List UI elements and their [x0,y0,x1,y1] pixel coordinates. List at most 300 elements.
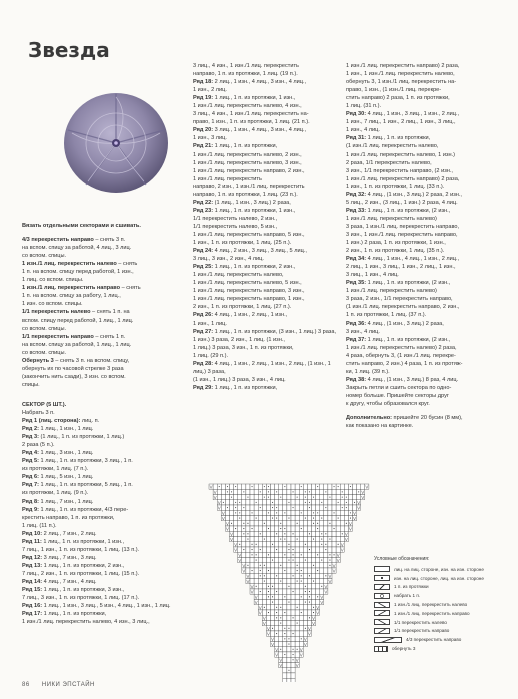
instruction-rest: 1 лиц., 1 п. из протяжки, 1 изн., [213,95,296,102]
chart-cell [279,531,283,536]
intro-column [22,222,172,626]
chart-cell [336,510,340,515]
chart-cell [307,515,311,520]
chart-cell [291,521,295,526]
chart-cell [283,547,287,552]
chart-dot [288,586,289,587]
instruction-text: Ряд 3: [22,434,39,441]
chart-dot [264,486,265,487]
instruction-rest: 1 лиц., 7 изн., 1 лиц. [39,498,94,505]
instruction-line [346,344,502,352]
instruction-line [193,336,343,344]
instruction-text: Ряд 37: [346,336,367,343]
chart-cell [250,494,254,499]
chart-dot [272,507,273,508]
instruction-text: Ряд 15: [22,587,43,594]
instruction-rest: 3 лиц., 1 изн., 4 лиц., 3 изн., 4 лиц., [213,127,307,134]
chart-cell [238,536,242,541]
instruction-line [193,352,343,360]
instruction-line [22,325,172,333]
chart-dot [301,638,302,639]
instruction-line [193,159,343,167]
author-name: НИКИ ЭПСТАЙН [41,682,95,688]
chart-cell [225,494,229,499]
chart-cell [234,521,238,526]
instruction-text: 1 лиц.) 3 раза, 3 изн., 1 п. из протяжки, [193,344,294,351]
chart-cell [287,610,291,615]
chart-dot [247,565,248,566]
chart-dot [276,518,277,519]
instruction-rest: – снять 3 п. на вспом. спицу, [53,357,130,364]
instruction-text: как показано на картинке. [346,423,414,430]
instruction-rest: 1 лиц., 1 п. из протяжки, 1 изн., [41,538,125,545]
chart-cell [299,494,303,499]
chart-cell [279,484,283,489]
chart-cell [242,500,246,505]
chart-cell [266,536,270,541]
instruction-rest: – снять 1 п. [93,333,126,340]
chart-dot [272,518,273,519]
chart-cell [328,505,332,510]
chart-dot [264,523,265,524]
chart-cell [271,547,275,552]
instruction-text: номер больше. Пришейте секторы друг [346,392,449,399]
chart-cell [299,500,303,505]
instruction-line [346,223,502,231]
chart-dot [293,533,294,534]
legend-item [374,565,514,574]
instruction-line [346,376,502,384]
chart-cell [283,678,287,682]
chart-dot [276,533,277,534]
instruction-text: 1/1 перекрестить направо [22,333,94,340]
chart-cell [279,542,283,547]
instruction-line [22,317,172,325]
chart-dot [338,486,339,487]
chart-cell [307,568,311,573]
instruction-rest: 1 лиц., 1 п. из протяжки, 1 изн., [213,207,296,214]
chart-cell [291,494,295,499]
chart-cell [271,620,275,625]
chart-cell [348,505,352,510]
chart-dot [231,523,232,524]
chart-dot [305,544,306,545]
chart-cell [283,662,287,667]
chart-cell [250,500,254,505]
legend-item [374,574,514,583]
chart-cell [312,599,316,604]
instruction-text: из протяжки, 1 лиц. (9 п.). [22,490,89,497]
chart-dot [317,554,318,555]
chart-cell [312,542,316,547]
chart-cell [283,605,287,610]
instruction-text: крестить направо, 1 п. из протяжки, [22,514,115,521]
legend-item [374,600,514,609]
instruction-line [22,417,172,425]
instruction-text: Ряд 8: [22,498,39,505]
instruction-rest: 1 лиц., 1 п. из протяжки, [213,143,278,150]
instruction-text: 1 изн./1 лиц. перекрестить налево, 4 изн., [193,103,302,110]
chart-cell [295,547,299,552]
instruction-line [22,546,172,554]
chart-dot [256,502,257,503]
chart-cell [332,494,336,499]
instruction-text: 1 изн./1 лиц. перекрестить налево, 1 изн.) [346,151,456,158]
chart-dot [342,507,343,508]
chart-dot [354,502,355,503]
instruction-rest: 4 лиц., 1 изн., 2 лиц., 1 изн., 2 лиц., (1 изн., 1 лиц.) 3 раза, [193,360,331,375]
instruction-line [193,183,343,191]
chart-dot [325,491,326,492]
instruction-line [346,134,502,142]
chart-cell [320,573,324,578]
chart-cell [316,584,320,589]
chart-dot [260,570,261,571]
chart-cell [299,641,303,646]
chart-cell [303,631,307,636]
legend-item [374,644,514,653]
chart-cell [344,510,348,515]
chart-cell [316,536,320,541]
instruction-text: 2 изн., 1 п. из протяжки, 1 лиц. (27 п.). [193,304,292,311]
instruction-text: на вспом. спицу за работой, 1 лиц., 1 лиц. [22,341,132,348]
instruction-text: (1 изн./1 лиц. перекрестить направо, 2 изн., [346,304,460,311]
chart-cell [287,484,291,489]
instruction-line [22,602,172,610]
instruction-line [346,70,502,78]
chart-cell [287,678,291,682]
instruction-line [193,110,343,118]
instruction-text: 3 раза, 2 изн., 1/1 перекрестить направо, [346,296,453,303]
instruction-rest: 4 лиц., 1 изн., 3 лиц., 1 изн., 2 лиц., [366,111,460,118]
chart-cell [262,526,266,531]
chart-dot [317,512,318,513]
chart-dot [239,502,240,503]
chart-cell [307,510,311,515]
chart-dot [284,528,285,529]
chart-dot [288,502,289,503]
instruction-line [22,530,172,538]
chart-dot [297,623,298,624]
instruction-text: 1 изн., 2 лиц. [193,87,227,94]
chart-cell [287,615,291,620]
legend-label: 1 изн./1 лиц. перекрестить налево [394,602,468,608]
chart-cell [320,489,324,494]
legend-symbol-icon [374,628,390,634]
chart-dot [325,507,326,508]
chart-cell [246,489,250,494]
chart-cell [238,505,242,510]
instruction-line [193,126,343,134]
chart-cell [320,578,324,583]
chart-cell [312,526,316,531]
instruction-rest: 4 лиц., 7 изн., 4 лиц. [42,578,97,585]
instruction-line [346,263,502,271]
chart-cell [324,515,328,520]
instruction-rest: 4 лиц., (1 изн., 3 лиц.) 8 раз, 4 лиц. [366,376,459,383]
instruction-text: 1 изн./1 лиц. перекрестить [193,175,262,182]
chart-dot [305,491,306,492]
chart-cell [271,563,275,568]
instruction-text: 2 раза (5 п.). [22,442,55,449]
chart-cell [283,615,287,620]
chart-dot [321,539,322,540]
instruction-line [193,62,343,70]
chart-cell [262,515,266,520]
chart-cell [271,605,275,610]
instruction-line [193,303,343,311]
chart-cell [299,536,303,541]
chart-cell [348,494,352,499]
chart-dot [350,512,351,513]
chart-dot [284,654,285,655]
chart-cell [275,521,279,526]
chart-cell [320,547,324,552]
chart-dot [276,512,277,513]
instruction-text: СЕКТОР (5 ШТ.). [22,401,67,408]
chart-cell [287,605,291,610]
chart-dot [272,544,273,545]
chart-cell [303,615,307,620]
instruction-line [346,384,502,392]
instruction-text: Ряд 10: [22,530,43,537]
chart-dot [301,554,302,555]
legend-label: 1/1 перекрестить налево [394,619,447,625]
chart-cell [316,563,320,568]
instruction-line [346,215,502,223]
instruction-rest: 1 лиц., 1 изн., 1 лиц. [39,426,94,433]
chart-dot [297,570,298,571]
chart-dot [297,581,298,582]
instruction-text: Ряд 4: [22,450,39,457]
chart-cell [299,626,303,631]
instruction-text: Ряд 22: [193,199,214,206]
instruction-text: 3 лиц., 4 изн., 1 изн./1 лиц. перекрестить [193,63,299,69]
chart-dot [235,507,236,508]
chart-cell [283,589,287,594]
chart-cell [295,510,299,515]
chart-dot [321,586,322,587]
chart-dot [227,491,228,492]
chart-dot [293,649,294,650]
chart-cell [217,489,221,494]
instruction-line [346,191,502,199]
chart-cell [307,578,311,583]
chart-dot [297,607,298,608]
chart-cell [287,578,291,583]
chart-dot [309,596,310,597]
instruction-line [193,223,343,231]
chart-cell [262,489,266,494]
chart-cell [307,526,311,531]
instruction-line [193,255,343,263]
chart-dot [276,612,277,613]
chart-cell [242,494,246,499]
chart-dot [313,612,314,613]
instruction-line [22,498,172,506]
chart-cell [254,536,258,541]
chart-cell [303,573,307,578]
chart-cell [316,557,320,562]
chart-dot [325,549,326,550]
chart-cell [275,552,279,557]
chart-cell [246,500,250,505]
instruction-text: 3 изн., 1/1 перекрестить направо, (2 изн., [346,167,453,174]
chart-cell [307,584,311,589]
chart-cell [328,542,332,547]
chart-cell [348,489,352,494]
instruction-text: Ряд 34: [346,256,367,263]
chart-cell [307,521,311,526]
chart-cell [324,500,328,505]
chart-dot [301,528,302,529]
chart-dot [338,502,339,503]
chart-dot [268,491,269,492]
chart-dot [293,654,294,655]
instruction-line [346,336,502,344]
chart-cell [295,489,299,494]
legend-item [374,609,514,618]
chart-cell [279,652,283,657]
chart-cell [303,505,307,510]
chart-cell [336,547,340,552]
chart-cell [353,484,357,489]
chart-cell [250,536,254,541]
chart-dot [288,518,289,519]
instruction-line [22,610,172,618]
instruction-line [193,320,343,328]
instruction-text: Ряд 36: [346,320,367,327]
instruction-rest: 1 лиц., 1 п. из протяжки, [42,611,107,618]
legend-label: лиц. на лиц. стороне, изн. на изн. стороне [394,566,484,572]
chart-cell [312,500,316,505]
chart-cell [307,610,311,615]
instruction-rest: 1 лиц., 1 п. из протяжки, [213,384,278,391]
chart-cell [287,563,291,568]
chart-dot [346,502,347,503]
instruction-text: Ряд 25: [193,264,214,271]
instruction-line [193,134,343,142]
instruction-text: 7 лиц., 2 изн., 1 п. из протяжки, 1 лиц. (15 п.). [22,570,140,577]
instruction-line [346,422,502,430]
instruction-line [22,409,172,417]
chart-cell [295,631,299,636]
chart-cell [287,647,291,652]
instruction-line [22,578,172,586]
chart-cell [283,542,287,547]
chart-dot [264,497,265,498]
chart-dot [309,617,310,618]
chart-cell [275,494,279,499]
chart-cell [283,521,287,526]
instruction-text: Ряд 9: [22,506,39,513]
chart-cell [242,484,246,489]
instruction-rest: 1 лиц., 1 п. из протяжки, (3 изн., 1 лиц.) 3 раза, [213,328,337,335]
instruction-text: Вязать отдельными секторами и сшивать. [22,223,141,229]
instruction-text: Ряд 16: [22,603,43,610]
chart-cell [295,505,299,510]
chart-dot [260,533,261,534]
chart-dot [313,539,314,540]
chart-cell [291,484,295,489]
chart-cell [283,673,287,678]
legend-item [374,627,514,636]
chart-cell [271,573,275,578]
chart-cell [283,563,287,568]
chart-cell [303,526,307,531]
chart-cell [299,505,303,510]
instruction-line [193,102,343,110]
chart-cell [332,547,336,552]
chart-cell [287,568,291,573]
chart-cell [254,526,258,531]
instruction-line [22,457,172,465]
chart-dot [276,617,277,618]
chart-dot [293,560,294,561]
chart-cell [320,552,324,557]
chart-dot [309,549,310,550]
chart-dot [293,491,294,492]
instruction-line [193,287,343,295]
chart-cell [332,521,336,526]
instruction-line [22,260,172,268]
instruction-rest: (1 лиц., 1 п. из протяжки, 1 лиц.) [39,434,125,441]
chart-cell [279,557,283,562]
legend-label: обернуть 3 [392,646,416,652]
instruction-text: направо, 1 п. из протяжки, 1 лиц. (19 п.). [193,71,298,78]
chart-dot [256,560,257,561]
chart-cell [262,589,266,594]
instruction-text: Ряд 24: [193,248,214,255]
chart-dot [293,575,294,576]
legend-item [374,618,514,627]
chart-cell [242,515,246,520]
chart-cell [332,557,336,562]
chart-dot [280,523,281,524]
chart-cell [283,489,287,494]
chart-cell [258,515,262,520]
chart-cell [287,536,291,541]
chart-dot [334,528,335,529]
chart-dot [301,581,302,582]
instruction-line [346,247,502,255]
chart-cell [275,594,279,599]
chart-cell [234,515,238,520]
chart-cell [275,626,279,631]
instruction-text: Ряд 14: [22,578,43,585]
chart-cell [291,536,295,541]
chart-cell [340,515,344,520]
instruction-text: Ряд 17: [22,611,43,618]
chart-cell [303,521,307,526]
chart-cell [275,563,279,568]
chart-cell [303,510,307,515]
instruction-line [193,86,343,94]
chart-cell [299,489,303,494]
instruction-line [193,239,343,247]
chart-dot [358,491,359,492]
chart-cell [291,542,295,547]
instruction-text: 1 изн., 1 п. из протяжки, 1 лиц. (33 п.). [346,183,445,190]
chart-dot [227,507,228,508]
chart-cell [295,615,299,620]
beret-photo [60,85,172,197]
instruction-line [193,207,343,215]
chart-cell [275,557,279,562]
chart-cell [328,531,332,536]
instruction-text: Ряд 29: [193,384,214,391]
instruction-text: 1 изн./1 лиц. перекрестить направо, 5 изн., [193,231,305,238]
